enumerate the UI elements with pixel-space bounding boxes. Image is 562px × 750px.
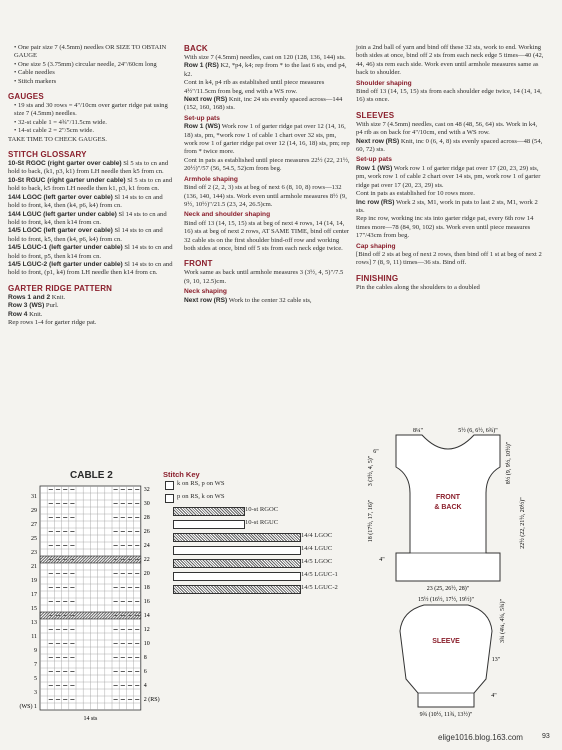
row-number: 29 — [31, 508, 37, 514]
row-number: 21 — [31, 564, 37, 570]
gauge-item: • 19 sts and 30 rows = 4"/10cm over garter ridge pat using size 7 (4.5mm) needles. — [14, 102, 174, 119]
stitch-key-row — [163, 544, 343, 557]
term: Row 1 (WS) — [184, 123, 221, 131]
sleeve-label: SLEEVE — [432, 638, 460, 645]
row-number: 19 — [31, 578, 37, 584]
dim-armhole: 3 (3½, 4, 5)" — [368, 455, 374, 487]
term-text: Bind off 13 (14, 15, 15) sts at beg of next 4 rows, 14 (14, 14, 16) sts at beg of next 2 rows, AT SAME TIME, bind off center 32 cable sts on the first shoulder bind-off row and working both sides at once, bind off 5 sts from each neck edge twice. — [184, 219, 350, 252]
row-number: 28 — [143, 515, 150, 521]
text-paragraph — [184, 79, 350, 96]
row-number: 17 — [31, 592, 37, 598]
row-number: 6 — [143, 669, 147, 675]
term: Inc row (RS) — [356, 198, 395, 206]
text-paragraph — [356, 215, 544, 240]
row-number: 25 — [31, 536, 37, 542]
shoulder-text: Bind off 13 (14, 15, 15) sts from each shoulder edge twice, 14 (14, 14, 16) sts once. — [356, 88, 542, 104]
stitch-symbol-icon — [165, 481, 174, 490]
text-paragraph — [184, 269, 350, 286]
term-text: Work row 1 of garter ridge pat over 17 (20, 23, 29) sts, pm, work row 1 of cable 2 chart over 14 sts, pm, work row 1 of garter ridge pat over 17 (20, 23, 29) sts. — [356, 164, 541, 189]
column-2 — [184, 44, 350, 305]
garter-heading: GARTER RIDGE PATTERN — [8, 283, 113, 293]
row-number: 18 — [143, 585, 150, 591]
sleeve-outline — [400, 605, 492, 707]
take-time-note: TAKE TIME TO CHECK GAUGES. — [8, 135, 107, 143]
term-text: Sl 14 sts to cn and hold to front, k5, then (k4, p6, k4) from cn. — [8, 227, 163, 243]
sleeves-text — [356, 121, 544, 155]
stitch-key-label: 14/5 LGOC — [301, 558, 333, 565]
term: Row 1 (RS) — [184, 62, 219, 70]
back-text — [184, 54, 350, 113]
term: 14/5 LGOC (left garter over cable) — [8, 227, 113, 235]
term-text: Sl 14 sts to cn and hold to front, (p1, k4) from LH needle then k14 from cn. — [8, 260, 173, 277]
front-back-schematic — [358, 423, 548, 591]
term: 14/4 LGUC (left garter under cable) — [8, 210, 117, 218]
sleeve-setup-text — [356, 165, 544, 241]
term-text: Bind off 2 (2, 2, 3) sts at beg of next 6 (8, 10, 8) rows—132 (136, 140, 144) sts. Work even until armhole measures 8½ (9, 9½, 10½)"/21.5 (23, 24, 26.5)cm. — [184, 184, 347, 208]
dim-top: 8¼" — [413, 428, 423, 434]
row-number: 8 — [143, 655, 147, 661]
row-number: 22 — [143, 557, 150, 563]
term: Next row (RS) — [184, 96, 228, 104]
term-text: Sl 14 sts to cn and hold to front, p5, then k14 from cn. — [8, 244, 173, 260]
dim-sleeve-top: 15½ (16½, 17½, 19½)" — [418, 597, 474, 603]
finishing-text: Pin the cables along the shoulders to a doubled — [356, 283, 480, 291]
text-paragraph — [356, 121, 544, 138]
stitch-key-row — [163, 492, 343, 505]
text-paragraph — [8, 194, 174, 211]
text-paragraph — [8, 319, 174, 327]
stitch-key-label: p on RS, k on WS — [177, 493, 225, 500]
stitch-key-title: Stitch Key — [163, 470, 200, 479]
cable-cross-mark — [40, 556, 141, 563]
term-text: K2, *p4, k4; rep from * to the last 6 sts, end p4, k2. — [184, 62, 347, 78]
text-paragraph — [184, 157, 350, 174]
front-cont-text: join a 2nd ball of yarn and bind off these 32 sts, work to end. Working both sides at once, bind off 2 sts from each neck edge 5 times—40 (42, 44, 46) sts rem each side. Work even until armhole measures same as back to shoulder. — [356, 44, 544, 77]
dim-sleeve-width: 9¾ (10½, 11¾, 13½)" — [419, 712, 473, 718]
text-paragraph — [8, 177, 174, 194]
row-number: 26 — [143, 529, 150, 535]
term: 10-St RGOC (right garter over cable) — [8, 160, 122, 168]
row-number: 13 — [31, 620, 37, 626]
text-paragraph — [356, 138, 544, 155]
dim-right-length: 22½ (22, 21½, 20½)" — [520, 497, 526, 549]
term-text: Sl 14 sts to cn and hold to front, k4, then k14 from cn. — [8, 210, 167, 226]
term-text: Cont in k4, p4 rib as established until piece measures 4½"/11.5cm from beg, end with a WS row. — [184, 79, 325, 95]
glossary-heading: STITCH GLOSSARY — [8, 150, 87, 160]
text-paragraph — [184, 184, 350, 209]
stitch-key-label: 14/5 LGUC-1 — [301, 571, 338, 578]
column-3 — [356, 44, 544, 292]
page-number: 93 — [542, 733, 550, 740]
stitch-key-row — [163, 570, 343, 583]
stitch-key-row — [163, 557, 343, 570]
stitch-symbol-icon — [173, 546, 301, 555]
row-number: (WS) 1 — [19, 704, 37, 710]
stitch-key-row — [163, 583, 343, 596]
term-text: Sl 5 sts to cn and hold to back, (k1, p3, k1) from LH needle then k5 from cn. — [8, 160, 169, 176]
front-neck-text — [184, 297, 350, 305]
text-paragraph — [184, 220, 350, 254]
text-paragraph — [8, 160, 174, 177]
term-text: Knit. — [29, 310, 43, 318]
term-text: Knit, inc 0 (6, 4, 8) sts evenly spaced across—48 (54, 60, 72) sts. — [356, 137, 543, 154]
text-paragraph — [8, 311, 174, 319]
text-paragraph — [356, 165, 544, 190]
row-number: 4 — [143, 683, 147, 689]
text-paragraph — [8, 227, 174, 244]
cable-width-label: 14 sts — [83, 716, 98, 722]
term-text: Work row 1 of garter ridge pat over 12 (14, 16, 18) sts, pm, *work row 1 of cable 1 chart over 32 sts, pm, work row 1 of garter ridge pat over 12 (14, 16, 18) sts, pm; rep from * twice more. — [184, 123, 350, 156]
row-number: 32 — [143, 487, 150, 493]
armhole-heading: Armhole shaping — [184, 175, 238, 183]
term-text: Knit, inc 24 sts evenly spaced across—144 (152, 160, 168) sts. — [184, 96, 343, 112]
text-paragraph — [184, 297, 350, 305]
text-paragraph — [8, 294, 174, 302]
cap-text: [Bind off 2 sts at beg of next 2 rows, then bind off 1 st at beg of next 2 rows] 7 (8, 9, 11) times—36 sts. Bind off. — [356, 250, 542, 267]
dim-sleeve-cap: 3¾ (4¼, 4¾, 5¾)" — [500, 599, 506, 643]
setup-heading: Set-up pats — [184, 114, 220, 122]
row-number: 10 — [143, 641, 150, 647]
stitch-key-label: 14/4 LGOC — [301, 532, 333, 539]
row-number: 2 (RS) — [143, 697, 160, 703]
term-text: Cont in pats as established until piece measures 22½ (22, 21½, 20½)"/57 (56, 54.5, 52)cm from beg. — [184, 156, 350, 173]
term-text: Sl 5 sts to cn and hold to back, k5 from LH needle then k1, p3, k1 from cn. — [8, 176, 173, 193]
row-number: 12 — [143, 627, 150, 633]
term-text: Rep inc row, working inc sts into garter ridge pat, every 6th row 14 times more—78 (84, 90, 102) sts. Work even until piece measures 17"/43cm from beg. — [356, 215, 534, 240]
term-text: Rep rows 1-4 for garter ridge pat. — [8, 318, 97, 326]
text-paragraph — [8, 211, 174, 228]
supply-item: • One pair size 7 (4.5mm) needles OR SIZE TO OBTAIN GAUGE — [14, 44, 174, 61]
stitch-key-row — [163, 531, 343, 544]
row-number: 11 — [31, 634, 37, 640]
gauges-list — [8, 102, 174, 136]
stitch-key-rows — [163, 479, 343, 596]
column-1 — [8, 44, 174, 327]
sleeves-heading: SLEEVES — [356, 110, 395, 120]
term-text: Purl. — [45, 302, 59, 310]
stitch-symbol-icon — [173, 559, 301, 568]
stitch-symbol-icon — [173, 533, 301, 542]
term: Row 3 (WS) — [8, 302, 45, 310]
row-number: 20 — [143, 571, 150, 577]
dim-body-length: 18 (17½, 17, 16)" — [368, 499, 374, 543]
term: 14/5 LGUC-2 (left garter under cable) — [8, 260, 123, 268]
text-paragraph — [356, 190, 544, 198]
row-number: 14 — [143, 613, 150, 619]
back-heading: BACK — [184, 44, 208, 53]
stitch-key-label: 14/4 LGUC — [301, 545, 333, 552]
row-number: 3 — [34, 690, 37, 696]
dim-right-armhole: 8½ (9, 9½, 10½)" — [506, 441, 512, 485]
stitch-symbol-icon — [173, 585, 301, 594]
supplies-list — [8, 44, 174, 86]
text-paragraph — [356, 199, 544, 216]
text-paragraph — [184, 96, 350, 113]
stitch-key-row — [163, 518, 343, 531]
stitch-symbol-icon — [165, 494, 174, 503]
row-number: 24 — [143, 543, 150, 549]
term: Row 4 — [8, 310, 28, 318]
text-paragraph — [184, 62, 350, 79]
cable-cross-mark — [40, 612, 141, 619]
dim-width: 23 (25, 26½, 28)" — [426, 586, 470, 592]
front-heading: FRONT — [184, 259, 213, 269]
front-text — [184, 269, 350, 286]
stitch-symbol-icon — [173, 520, 245, 529]
dim-shoulder: 5½ (6, 6½, 6¾)" — [458, 428, 498, 434]
front-neck-heading: Neck shaping — [184, 288, 227, 296]
term: 14/4 LGOC (left garter over cable) — [8, 193, 113, 201]
term-text: Cont in pats as established for 10 rows more. — [356, 190, 475, 198]
term-text: Work 2 sts, M1, work in pats to last 2 sts, M1, work 2 sts. — [356, 198, 538, 214]
stitch-key-label: 10-st RGUC — [245, 519, 279, 526]
text-paragraph — [8, 302, 174, 310]
term: Next row (RS) — [184, 296, 228, 304]
row-number: 15 — [31, 606, 37, 612]
term-text: Work to the center 32 cable sts, — [228, 296, 312, 304]
front-back-label: FRONT — [435, 494, 461, 501]
row-number: 31 — [31, 494, 37, 500]
text-paragraph — [184, 123, 350, 157]
dim-sleeve-length: 13" — [491, 657, 501, 663]
text-paragraph — [8, 244, 174, 261]
stitch-symbol-icon — [173, 507, 245, 516]
row-number: 23 — [31, 550, 37, 556]
garter-list — [8, 294, 174, 328]
term-text: With size 7 (4.5mm) needles, cast on 120 (128, 136, 144) sts. — [184, 54, 346, 61]
neck-shoulder-text — [184, 220, 350, 254]
cap-heading: Cap shaping — [356, 242, 396, 250]
term: Row 1 (WS) — [356, 164, 393, 172]
term-text: With size 7 (4.5mm) needles, cast on 48 (48, 56, 64) sts. Work in k4, p4 rib as on back for 4"/10cm, end with a WS row. — [356, 120, 538, 137]
stitch-symbol-icon — [173, 572, 301, 581]
cable-chart — [8, 478, 168, 722]
term: Next row (RS) — [356, 137, 400, 145]
stitch-key — [163, 470, 343, 596]
stitch-key-label: 10-st RGOC — [245, 506, 279, 513]
stitch-key-label: 14/5 LGUC-2 — [301, 584, 338, 591]
text-paragraph — [184, 54, 350, 62]
setup-text — [184, 123, 350, 173]
glossary-list — [8, 160, 174, 278]
dim-neck-depth: 6" — [373, 449, 379, 455]
row-number: 5 — [34, 676, 37, 682]
dim-sleeve-rib: 4" — [491, 693, 497, 699]
row-number: 16 — [143, 599, 150, 605]
term-text: Sl 14 sts to cn and hold to front, k4, then (k4, p6, k4) from cn. — [8, 193, 163, 210]
dim-rib: 4" — [379, 557, 385, 563]
stitch-key-row — [163, 479, 343, 492]
front-back-label-2: & BACK — [434, 504, 462, 511]
row-number: 9 — [34, 648, 37, 654]
row-number: 27 — [31, 522, 37, 528]
sleeve-setup-heading: Set-up pats — [356, 156, 392, 164]
gauge-item: • 32-st cable 1 = 4¾"/11.5cm wide. — [14, 119, 174, 127]
supply-item: • Cable needles — [14, 69, 174, 77]
stitch-key-row — [163, 505, 343, 518]
watermark: elige1016.blog.163.com — [438, 733, 523, 742]
cable-chart-title: CABLE 2 — [70, 470, 113, 481]
armhole-text — [184, 184, 350, 209]
gauge-item: • 14-st cable 2 = 2"/5cm wide. — [14, 127, 174, 135]
term-text: Knit. — [51, 293, 66, 301]
term: 10-St RGUC (right garter under cable) — [8, 176, 126, 184]
term: Rows 1 and 2 — [8, 293, 51, 301]
supply-item: • One size 5 (3.75mm) circular needle, 24"/60cm long — [14, 61, 174, 69]
gauges-heading: GAUGES — [8, 92, 44, 102]
neck-shoulder-heading: Neck and shoulder shaping — [184, 211, 271, 219]
text-paragraph — [8, 261, 174, 278]
supply-item: • Stitch markers — [14, 78, 174, 86]
sleeve-schematic — [358, 593, 548, 718]
stitch-key-label: k on RS, p on WS — [177, 480, 225, 487]
term: 14/5 LGUC-1 (left garter under cable) — [8, 244, 123, 252]
row-number: 7 — [34, 662, 37, 668]
row-number: 30 — [143, 501, 150, 507]
term-text: Work same as back until armhole measures 3 (3½, 4, 5)"/7.5 (9, 10, 12.5)cm. — [184, 269, 344, 285]
finishing-heading: FINISHING — [356, 273, 399, 283]
shoulder-heading: Shoulder shaping — [356, 79, 412, 87]
